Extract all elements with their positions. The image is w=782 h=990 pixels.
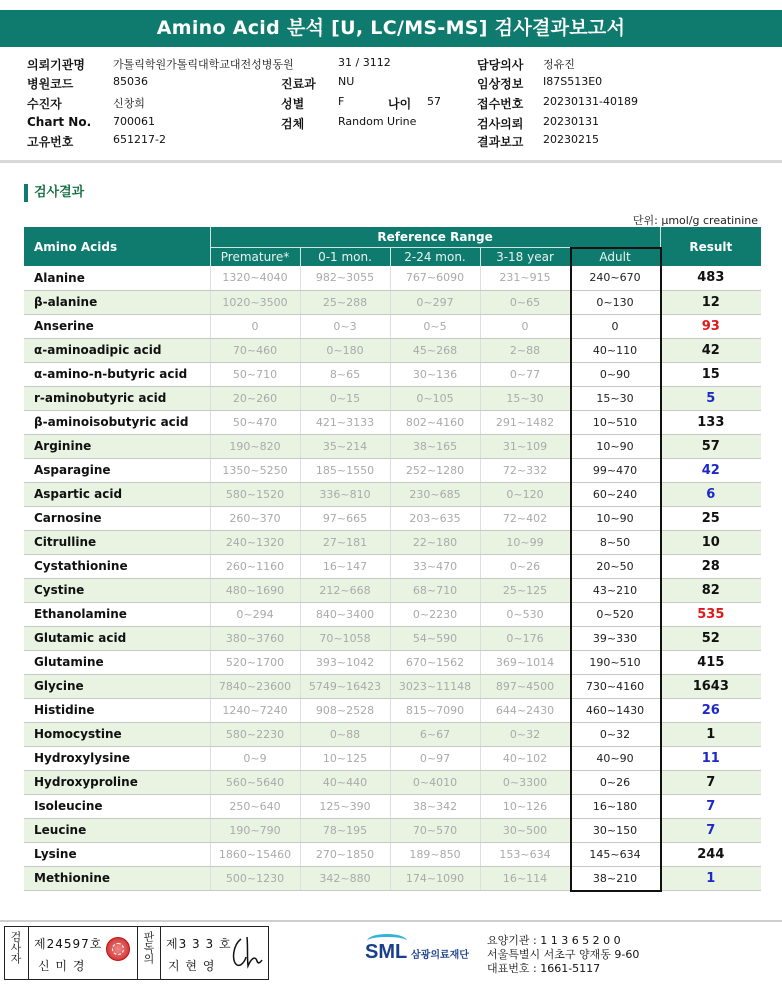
tester-seal-icon <box>106 937 130 961</box>
sex-value: F <box>338 95 345 108</box>
reference-range-cell: 0~176 <box>480 626 570 650</box>
reference-range-cell: 230~685 <box>390 482 480 506</box>
table-row <box>24 506 761 530</box>
result-value: 415 <box>660 650 761 674</box>
reference-range-cell: 10~125 <box>300 746 390 770</box>
reference-range-cell: 16~147 <box>300 554 390 578</box>
amino-acid-name: Ethanolamine <box>24 602 210 626</box>
reference-range-cell: 203~635 <box>390 506 480 530</box>
reference-range-cell: 0~105 <box>390 386 480 410</box>
result-value: 7 <box>660 818 761 842</box>
reference-range-cell: 0~297 <box>390 290 480 314</box>
range-header-adult: Adult <box>570 247 660 266</box>
reference-range-cell: 982~3055 <box>300 266 390 290</box>
adult-range-cell: 40~90 <box>570 746 660 770</box>
adult-range-cell: 730~4160 <box>570 674 660 698</box>
results-table <box>24 227 761 891</box>
adult-range-cell: 145~634 <box>570 842 660 866</box>
adult-range-cell: 460~1430 <box>570 698 660 722</box>
reference-range-cell: 70~460 <box>210 338 300 362</box>
table-row <box>24 434 761 458</box>
specimen-label: 검체 <box>281 117 305 131</box>
adult-range-cell: 0~90 <box>570 362 660 386</box>
result-value: 535 <box>660 602 761 626</box>
table-row <box>24 482 761 506</box>
table-row <box>24 410 761 434</box>
result-value: 93 <box>660 314 761 338</box>
reference-range-cell: 22~180 <box>390 530 480 554</box>
report-date-value: 20230215 <box>543 133 599 146</box>
reference-range-cell: 7840~23600 <box>210 674 300 698</box>
reference-range-cell: 0~180 <box>300 338 390 362</box>
reference-range-cell: 0~88 <box>300 722 390 746</box>
reference-range-cell: 580~2230 <box>210 722 300 746</box>
reference-range-cell: 35~214 <box>300 434 390 458</box>
reference-range-cell: 16~114 <box>480 866 570 890</box>
reference-range-cell: 670~1562 <box>390 650 480 674</box>
reference-range-cell: 50~710 <box>210 362 300 386</box>
adult-range-cell: 0~520 <box>570 602 660 626</box>
reference-range-cell: 0~120 <box>480 482 570 506</box>
amino-acid-name: Methionine <box>24 866 210 890</box>
reference-range-cell: 68~710 <box>390 578 480 602</box>
table-row <box>24 554 761 578</box>
amino-acid-name: Glycine <box>24 674 210 698</box>
adult-range-cell: 39~330 <box>570 626 660 650</box>
reference-range-cell: 480~1690 <box>210 578 300 602</box>
adult-range-cell: 30~150 <box>570 818 660 842</box>
tester-label: 검사자 <box>9 931 22 964</box>
table-row <box>24 458 761 482</box>
institution-value: 가톨릭학원가톨릭대학교대전성병동원 <box>113 58 294 71</box>
hospital-code-label: 병원코드 <box>27 77 74 91</box>
reference-range-cell: 0~9 <box>210 746 300 770</box>
room-value: 31 / 3112 <box>338 56 391 69</box>
reference-range-cell: 393~1042 <box>300 650 390 674</box>
reference-range-cell: 260~1160 <box>210 554 300 578</box>
patient-value: 신창희 <box>113 97 145 110</box>
reference-range-cell: 0~2230 <box>390 602 480 626</box>
reference-range-cell: 380~3760 <box>210 626 300 650</box>
clinical-label: 임상정보 <box>477 77 524 91</box>
tester-name: 신 미 경 <box>38 959 86 973</box>
reference-range-cell: 78~195 <box>300 818 390 842</box>
patient-info <box>0 56 782 152</box>
amino-acid-name: Glutamic acid <box>24 626 210 650</box>
amino-acid-name: α-amino-n-butyric acid <box>24 362 210 386</box>
table-row <box>24 530 761 554</box>
reference-range-cell: 897~4500 <box>480 674 570 698</box>
adult-range-cell: 43~210 <box>570 578 660 602</box>
reference-range-cell: 45~268 <box>390 338 480 362</box>
age-value: 57 <box>427 95 441 108</box>
reference-range-cell: 0~294 <box>210 602 300 626</box>
reference-range-cell: 38~342 <box>390 794 480 818</box>
reference-range-cell: 0~3300 <box>480 770 570 794</box>
reference-range-cell: 1320~4040 <box>210 266 300 290</box>
reference-range-cell: 72~332 <box>480 458 570 482</box>
result-value: 5 <box>660 386 761 410</box>
adult-range-cell: 99~470 <box>570 458 660 482</box>
adult-range-cell: 15~30 <box>570 386 660 410</box>
reference-range-cell: 336~810 <box>300 482 390 506</box>
reference-range-cell: 30~136 <box>390 362 480 386</box>
reference-range-cell: 50~470 <box>210 410 300 434</box>
amino-acid-name: Leucine <box>24 818 210 842</box>
table-row <box>24 722 761 746</box>
range-header-premature: Premature* <box>210 247 300 266</box>
reference-range-cell: 0 <box>480 314 570 338</box>
institution-phone: 대표번호 : 1661-5117 <box>487 962 601 975</box>
institution-address: 서울특별시 서초구 양재동 9-60 <box>487 948 640 961</box>
result-value: 133 <box>660 410 761 434</box>
sml-logo <box>365 932 485 972</box>
result-value: 26 <box>660 698 761 722</box>
amino-acid-name: Citrulline <box>24 530 210 554</box>
table-row <box>24 290 761 314</box>
receipt-label: 접수번호 <box>477 97 524 111</box>
dept-value: NU <box>338 75 355 88</box>
result-value: 1 <box>660 866 761 890</box>
reference-range-cell: 10~99 <box>480 530 570 554</box>
reference-range-cell: 815~7090 <box>390 698 480 722</box>
reference-range-cell: 70~570 <box>390 818 480 842</box>
reference-range-cell: 72~402 <box>480 506 570 530</box>
reference-range-cell: 27~181 <box>300 530 390 554</box>
adult-range-cell: 240~670 <box>570 266 660 290</box>
reference-range-cell: 0~97 <box>390 746 480 770</box>
result-value: 15 <box>660 362 761 386</box>
reference-range-cell: 31~109 <box>480 434 570 458</box>
reference-range-cell: 1860~15460 <box>210 842 300 866</box>
reference-range-cell: 240~1320 <box>210 530 300 554</box>
amino-acid-name: Anserine <box>24 314 210 338</box>
reference-range-cell: 580~1520 <box>210 482 300 506</box>
adult-range-cell: 8~50 <box>570 530 660 554</box>
reference-range-cell: 6~67 <box>390 722 480 746</box>
reference-range-cell: 250~640 <box>210 794 300 818</box>
result-value: 42 <box>660 458 761 482</box>
receipt-value: 20230131-40189 <box>543 95 638 108</box>
clinical-value: I87S513E0 <box>543 75 603 88</box>
signature-box <box>4 926 269 980</box>
reference-range-cell: 0~32 <box>480 722 570 746</box>
amino-acids-header: Amino Acids <box>24 227 210 266</box>
reference-range-cell: 97~665 <box>300 506 390 530</box>
doctor-value: 정유진 <box>543 58 575 71</box>
table-row <box>24 362 761 386</box>
reference-range-cell: 270~1850 <box>300 842 390 866</box>
reference-range-cell: 802~4160 <box>390 410 480 434</box>
amino-acid-name: Hydroxylysine <box>24 746 210 770</box>
reference-range-cell: 0~26 <box>480 554 570 578</box>
reference-range-cell: 54~590 <box>390 626 480 650</box>
adult-range-cell: 10~90 <box>570 506 660 530</box>
reference-range-cell: 15~30 <box>480 386 570 410</box>
reference-range-cell: 260~370 <box>210 506 300 530</box>
reference-range-cell: 153~634 <box>480 842 570 866</box>
reference-range-cell: 0~65 <box>480 290 570 314</box>
adult-range-cell: 0~32 <box>570 722 660 746</box>
reference-range-cell: 5749~16423 <box>300 674 390 698</box>
reference-range-cell: 38~165 <box>390 434 480 458</box>
result-value: 42 <box>660 338 761 362</box>
reference-range-cell: 190~820 <box>210 434 300 458</box>
doctor-label: 담당의사 <box>477 58 524 72</box>
adult-range-cell: 20~50 <box>570 554 660 578</box>
reference-range-header: Reference Range <box>210 227 660 247</box>
reference-range-cell: 1020~3500 <box>210 290 300 314</box>
tester-license-no: 제24597호 <box>34 937 103 951</box>
reviewer-name: 지 현 영 <box>168 959 216 973</box>
table-row <box>24 314 761 338</box>
specimen-value: Random Urine <box>338 115 417 128</box>
result-value: 7 <box>660 794 761 818</box>
amino-acid-name: Asparagine <box>24 458 210 482</box>
reference-range-cell: 644~2430 <box>480 698 570 722</box>
reference-range-cell: 185~1550 <box>300 458 390 482</box>
footer-divider <box>0 920 782 922</box>
result-value: 1643 <box>660 674 761 698</box>
reference-range-cell: 25~125 <box>480 578 570 602</box>
reference-range-cell: 0~15 <box>300 386 390 410</box>
results-section-title: 검사결과 <box>24 184 84 202</box>
adult-range-cell: 0~26 <box>570 770 660 794</box>
chart-no-label: Chart No. <box>27 115 92 129</box>
reference-range-cell: 500~1230 <box>210 866 300 890</box>
report-title: Amino Acid 분석 [U, LC/MS-MS] 검사결과보고서 <box>0 10 782 47</box>
reference-range-cell: 291~1482 <box>480 410 570 434</box>
amino-acid-name: β-aminoisobutyric acid <box>24 410 210 434</box>
result-value: 25 <box>660 506 761 530</box>
reference-range-cell: 10~126 <box>480 794 570 818</box>
amino-acid-name: Aspartic acid <box>24 482 210 506</box>
table-row <box>24 794 761 818</box>
amino-acid-name: Histidine <box>24 698 210 722</box>
reference-range-cell: 0~3 <box>300 314 390 338</box>
reference-range-cell: 421~3133 <box>300 410 390 434</box>
reference-range-cell: 33~470 <box>390 554 480 578</box>
table-row <box>24 770 761 794</box>
table-row <box>24 746 761 770</box>
reference-range-cell: 40~440 <box>300 770 390 794</box>
table-row <box>24 602 761 626</box>
institution-label: 의뢰기관명 <box>27 58 85 72</box>
reference-range-cell: 1350~5250 <box>210 458 300 482</box>
unique-id-value: 651217-2 <box>113 133 166 146</box>
reference-range-cell: 0~5 <box>390 314 480 338</box>
amino-acid-name: α-aminoadipic acid <box>24 338 210 362</box>
hospital-code-value: 85036 <box>113 75 148 88</box>
result-value: 6 <box>660 482 761 506</box>
table-row <box>24 266 761 290</box>
result-value: 28 <box>660 554 761 578</box>
reference-range-cell: 0~77 <box>480 362 570 386</box>
adult-range-cell: 38~210 <box>570 866 660 890</box>
amino-acid-name: Hydroxyproline <box>24 770 210 794</box>
amino-acid-name: Cystathionine <box>24 554 210 578</box>
amino-acid-name: Carnosine <box>24 506 210 530</box>
adult-range-cell: 0 <box>570 314 660 338</box>
reference-range-cell: 125~390 <box>300 794 390 818</box>
reference-range-cell: 70~1058 <box>300 626 390 650</box>
reference-range-cell: 0~530 <box>480 602 570 626</box>
range-header-3-18-year: 3-18 year <box>480 247 570 266</box>
patient-label: 수진자 <box>27 97 62 111</box>
table-row <box>24 842 761 866</box>
result-value: 244 <box>660 842 761 866</box>
reference-range-cell: 8~65 <box>300 362 390 386</box>
adult-range-cell: 10~90 <box>570 434 660 458</box>
reference-range-cell: 174~1090 <box>390 866 480 890</box>
header-divider <box>0 160 782 163</box>
result-value: 10 <box>660 530 761 554</box>
adult-range-cell: 16~180 <box>570 794 660 818</box>
reference-range-cell: 3023~11148 <box>390 674 480 698</box>
result-value: 57 <box>660 434 761 458</box>
result-value: 82 <box>660 578 761 602</box>
result-header: Result <box>660 227 761 266</box>
unique-id-label: 고유번호 <box>27 135 74 149</box>
reviewer-license-no: 제3 3 3 호 <box>166 937 232 951</box>
table-row <box>24 866 761 890</box>
amino-acid-name: r-aminobutyric acid <box>24 386 210 410</box>
reference-range-cell: 212~668 <box>300 578 390 602</box>
chart-no-value: 700061 <box>113 115 155 128</box>
amino-acid-name: β-alanine <box>24 290 210 314</box>
reference-range-cell: 189~850 <box>390 842 480 866</box>
reference-range-cell: 40~102 <box>480 746 570 770</box>
reference-range-cell: 908~2528 <box>300 698 390 722</box>
table-row <box>24 626 761 650</box>
adult-range-cell: 190~510 <box>570 650 660 674</box>
reference-range-cell: 252~1280 <box>390 458 480 482</box>
table-row <box>24 818 761 842</box>
result-value: 52 <box>660 626 761 650</box>
reference-range-cell: 20~260 <box>210 386 300 410</box>
amino-acid-name: Homocystine <box>24 722 210 746</box>
result-value: 11 <box>660 746 761 770</box>
table-row <box>24 698 761 722</box>
table-row <box>24 674 761 698</box>
reference-range-cell: 30~500 <box>480 818 570 842</box>
adult-range-cell: 10~510 <box>570 410 660 434</box>
reference-range-cell: 840~3400 <box>300 602 390 626</box>
reference-range-cell: 1240~7240 <box>210 698 300 722</box>
request-date-label: 검사의뢰 <box>477 117 524 131</box>
amino-acid-name: Arginine <box>24 434 210 458</box>
amino-acid-name: Isoleucine <box>24 794 210 818</box>
range-header-2-24-mon: 2-24 mon. <box>390 247 480 266</box>
reference-range-cell: 0~4010 <box>390 770 480 794</box>
table-row <box>24 650 761 674</box>
result-value: 483 <box>660 266 761 290</box>
amino-acid-name: Cystine <box>24 578 210 602</box>
amino-acid-name: Glutamine <box>24 650 210 674</box>
age-label: 나이 <box>388 97 412 111</box>
reference-range-cell: 369~1014 <box>480 650 570 674</box>
table-row <box>24 578 761 602</box>
reference-range-cell: 231~915 <box>480 266 570 290</box>
amino-acid-name: Alanine <box>24 266 210 290</box>
dept-label: 진료과 <box>281 77 316 91</box>
reference-range-cell: 767~6090 <box>390 266 480 290</box>
reviewer-signature-icon <box>227 933 265 973</box>
reference-range-cell: 520~1700 <box>210 650 300 674</box>
request-date-value: 20230131 <box>543 115 599 128</box>
reviewer-label: 판독의 <box>142 931 155 964</box>
reference-range-cell: 190~790 <box>210 818 300 842</box>
logo-letters: SML <box>365 941 408 963</box>
adult-range-cell: 40~110 <box>570 338 660 362</box>
table-row <box>24 338 761 362</box>
adult-range-cell: 0~130 <box>570 290 660 314</box>
result-value: 12 <box>660 290 761 314</box>
reference-range-cell: 25~288 <box>300 290 390 314</box>
report-date-label: 결과보고 <box>477 135 524 149</box>
reference-range-cell: 342~880 <box>300 866 390 890</box>
result-value: 1 <box>660 722 761 746</box>
unit-label: 단위: μmol/g creatinine <box>632 214 758 227</box>
reference-range-cell: 0 <box>210 314 300 338</box>
reference-range-cell: 2~88 <box>480 338 570 362</box>
reference-range-cell: 560~5640 <box>210 770 300 794</box>
range-header-0-1-mon: 0-1 mon. <box>300 247 390 266</box>
table-row <box>24 386 761 410</box>
adult-range-cell: 60~240 <box>570 482 660 506</box>
institution-code: 요양기관 : 1 1 3 6 5 2 0 0 <box>487 934 621 947</box>
sex-label: 성별 <box>281 97 305 111</box>
amino-acid-name: Lysine <box>24 842 210 866</box>
institution-info <box>487 934 639 976</box>
institution-name: 삼광의료재단 <box>411 950 469 961</box>
result-value: 7 <box>660 770 761 794</box>
